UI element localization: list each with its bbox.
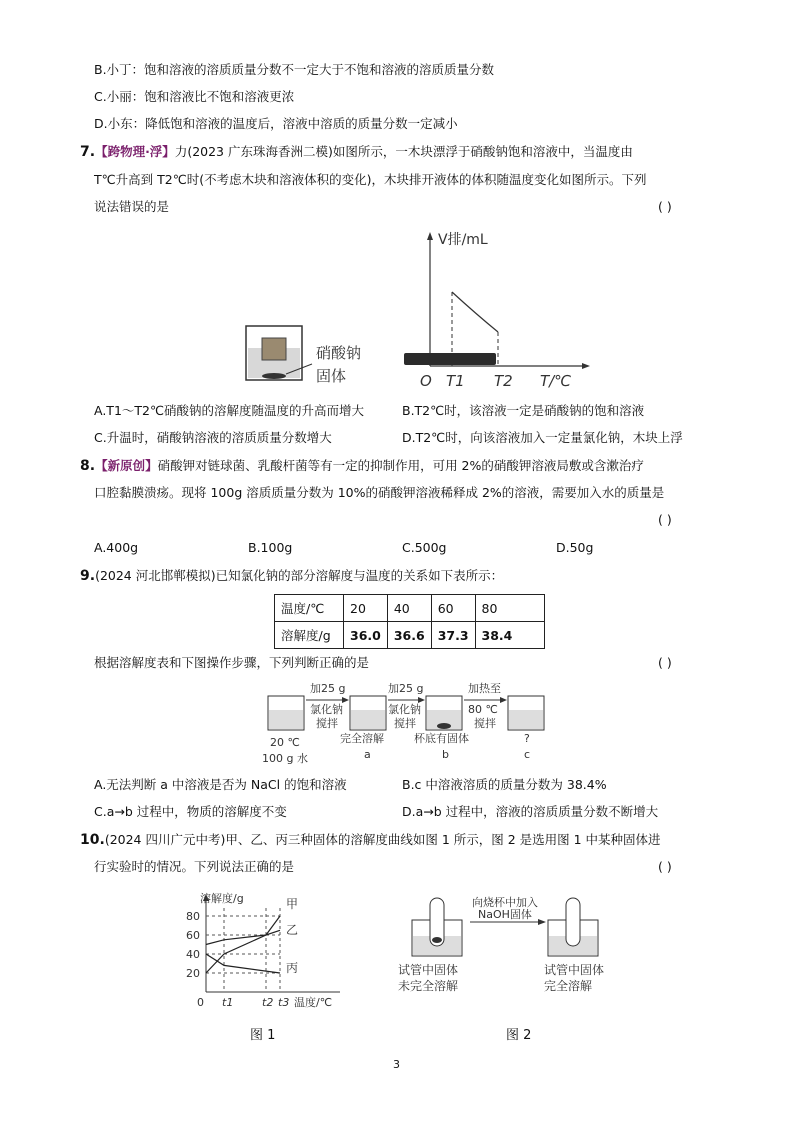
q8-tag: 【新原创】 [95, 458, 158, 473]
arrow-text-2: NaOH固体 [478, 908, 532, 921]
label-c-desc: ? [524, 732, 530, 745]
q7-option-d: D.T2℃时，向该溶液加入一定量氯化钠，木块上浮 [402, 430, 683, 445]
table-row [275, 622, 545, 649]
q8-option-d: D.50g [556, 540, 594, 555]
q9-option-c: C.a→b 过程中，物质的溶解度不变 [94, 804, 287, 819]
label-b-desc: 杯底有固体 [414, 732, 469, 745]
t2-label: T2 [494, 372, 513, 390]
q10-line1 [80, 832, 661, 848]
label-b: b [442, 748, 449, 761]
q10-experiment-figure [392, 888, 632, 1008]
q10-solubility-chart [180, 888, 350, 1008]
q8-line2: 口腔黏膜溃疡。现将 100g 溶质质量分数为 10%的硝酸钾溶液稀释成 2%的溶液，需要加入水的质量是 [94, 485, 665, 500]
wood-block [262, 338, 286, 360]
q7-number: 7. [80, 144, 96, 160]
table-cell: 60 [431, 595, 475, 622]
q7-line2: T℃升高到 T2℃时(不考虑木块和溶液体积的变化)，木块排开液体的体积随温度变化如图所示。下列 [94, 172, 647, 187]
q9-option-a: A.无法判断 a 中溶液是否为 NaCl 的饱和溶液 [94, 777, 347, 792]
q10-line2: 行实验时的情况。下列说法正确的是 [94, 859, 295, 874]
x-axis-label: 温度/℃ [294, 996, 333, 1008]
y-axis-arrow [427, 232, 433, 240]
q10-answer-paren: ( ) [658, 859, 672, 874]
right-beaker [548, 898, 598, 956]
beaker-label-2: 固体 [316, 367, 347, 385]
arrow-3-head [500, 697, 507, 703]
q9-answer-paren: ( ) [658, 655, 672, 670]
table-cell: 80 [475, 595, 544, 622]
q8-option-b: B.100g [248, 540, 293, 555]
q6-option-b: B.小丁：饱和溶液的溶质质量分数不一定大于不饱和溶液的溶质质量分数 [94, 62, 495, 77]
step1-text-c: 搅拌 [316, 717, 338, 730]
y-tick-label: 80 [186, 910, 200, 923]
series-line-甲 [206, 916, 280, 973]
q7-volume-graph [400, 226, 600, 394]
q9-line1 [80, 568, 503, 584]
series-jia-label: 甲 [286, 897, 299, 911]
q9-line2: 根据溶解度表和下图操作步骤，下列判断正确的是 [94, 655, 370, 670]
q9-text1: (2024 河北邯郸模拟)已知氯化钠的部分溶解度与温度的关系如下表所示： [95, 568, 504, 583]
start-label-water: 100 g 水 [262, 752, 308, 765]
series-bing-label: 丙 [286, 961, 299, 975]
solid-sediment [262, 373, 286, 379]
table-cell: 36.6 [387, 622, 431, 649]
page-number: 3 [393, 1058, 400, 1071]
table-header-cell: 溶解度/g [275, 622, 344, 649]
process-arrow-head [538, 919, 546, 925]
q7-option-a: A.T1～T2℃硝酸钠的溶解度随温度的升高而增大 [94, 403, 365, 418]
start-label-temp: 20 ℃ [270, 736, 300, 749]
figure-2-caption: 图 2 [506, 1028, 532, 1043]
q7-answer-paren: ( ) [658, 199, 672, 214]
y-tick-label: 40 [186, 948, 200, 961]
floating-toolbar [404, 353, 496, 365]
q9-number: 9. [80, 568, 96, 584]
q9-option-b: B.c 中溶液溶质的质量分数为 38.4% [402, 777, 607, 792]
t2-label: t2 [262, 996, 274, 1008]
step2-text-a: 加25 g [388, 682, 424, 695]
y-axis-label: V排/mL [438, 232, 488, 248]
y-tick-label: 60 [186, 929, 200, 942]
table-cell: 37.3 [431, 622, 475, 649]
y-axis-label: 溶解度/g [200, 892, 244, 905]
q7-text1: 力(2023 广东珠海香洲二模)如图所示，一木块漂浮于硝酸钠饱和溶液中，当温度由 [174, 144, 633, 159]
x-axis-label: T/℃ [540, 372, 572, 390]
label-a-desc: 完全溶解 [340, 732, 384, 745]
table-cell: 36.0 [344, 622, 388, 649]
label-a: a [364, 748, 371, 761]
table-cell: 38.4 [475, 622, 544, 649]
q8-option-c: C.500g [402, 540, 447, 555]
t1-label: t1 [222, 996, 234, 1008]
q7-tag: 【跨物理·浮】 [95, 144, 175, 159]
figure-1-caption: 图 1 [250, 1028, 276, 1043]
step3-text-b: 80 ℃ [468, 703, 498, 716]
solubility-table [274, 594, 545, 649]
origin-label: O [420, 372, 432, 390]
arrow-1-head [342, 697, 349, 703]
left-caption-1: 试管中固体 [398, 963, 459, 977]
step2-text-b: 氯化钠 [388, 703, 421, 716]
q7-option-b: B.T2℃时，该溶液一定是硝酸钠的饱和溶液 [402, 403, 645, 418]
beaker-start [268, 696, 304, 730]
beaker-label-1: 硝酸钠 [316, 344, 362, 362]
q8-number: 8. [80, 458, 96, 474]
volume-curve [452, 292, 498, 332]
series-yi-label: 乙 [286, 923, 299, 937]
q7-option-c: C.升温时，硝酸钠溶液的溶质质量分数增大 [94, 430, 332, 445]
left-beaker [412, 898, 462, 956]
series-group [206, 916, 280, 973]
t3-label: t3 [278, 996, 290, 1008]
table-header-cell: 温度/℃ [275, 595, 344, 622]
q7-beaker-figure [240, 318, 390, 393]
q9-process-diagram [260, 680, 560, 766]
origin-label: 0 [197, 996, 204, 1008]
q10-number: 10. [80, 832, 105, 848]
left-caption-2: 未完全溶解 [398, 979, 459, 993]
step1-text-a: 加25 g [310, 682, 346, 695]
beaker-a [350, 696, 386, 730]
step3-text-a: 加热至 [468, 682, 501, 695]
y-tick-label: 20 [186, 967, 200, 980]
series-line-乙 [206, 930, 280, 944]
q10-text1: (2024 四川广元中考)甲、乙、丙三种固体的溶解度曲线如图 1 所示，图 2 是选用图 1 中某种固体进 [104, 832, 661, 847]
beaker-c [508, 696, 544, 730]
q8-text1: 硝酸钾对链球菌、乳酸杆菌等有一定的抑制作用，可用 2%的硝酸钾溶液局敷或含漱治疗 [157, 458, 644, 473]
q6-option-d: D.小东：降低饱和溶液的温度后，溶液中溶质的质量分数一定减小 [94, 116, 458, 131]
t1-label: T1 [446, 372, 465, 390]
q7-line3: 说法错误的是 [94, 199, 170, 214]
table-cell: 40 [387, 595, 431, 622]
q9-option-d: D.a→b 过程中，溶液的溶质质量分数不断增大 [402, 804, 659, 819]
q8-line1 [80, 458, 644, 474]
arrow-text-1: 向烧杯中加入 [472, 896, 538, 909]
label-c: c [524, 748, 531, 761]
step1-text-b: 氯化钠 [310, 703, 343, 716]
step3-text-c: 搅拌 [474, 717, 496, 730]
q8-answer-paren: ( ) [658, 512, 672, 527]
q7-line1 [80, 144, 633, 160]
table-cell: 20 [344, 595, 388, 622]
table-row [275, 595, 545, 622]
right-caption-2: 完全溶解 [544, 979, 593, 993]
step2-text-c: 搅拌 [394, 717, 416, 730]
x-axis-arrow [582, 363, 590, 369]
beaker-b [426, 696, 462, 730]
q6-option-c: C.小丽：饱和溶液比不饱和溶液更浓 [94, 89, 295, 104]
q8-option-a: A.400g [94, 540, 139, 555]
series-line-丙 [206, 954, 280, 973]
right-caption-1: 试管中固体 [544, 963, 605, 977]
